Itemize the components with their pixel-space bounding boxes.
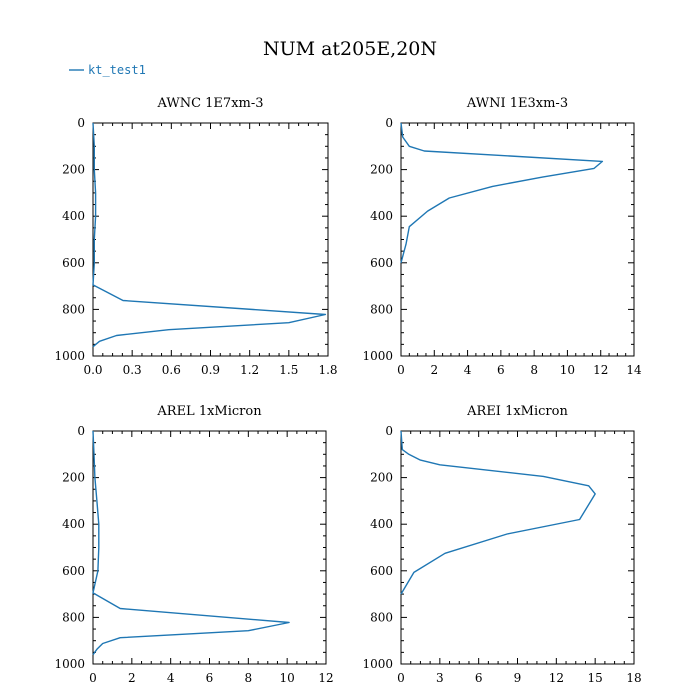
x-tick-label: 1.2	[240, 363, 260, 377]
panel-title: AWNI 1E3xm-3	[466, 96, 569, 111]
x-tick-label: 14	[626, 363, 642, 377]
y-tick-label: 400	[62, 517, 85, 532]
y-tick-label: 1000	[362, 349, 393, 363]
y-tick-label: 0	[385, 116, 393, 130]
y-tick-label: 200	[370, 470, 393, 485]
x-tick-label: 3	[436, 671, 444, 685]
y-tick-label: 200	[370, 162, 393, 177]
y-tick-label: 0	[77, 116, 85, 130]
x-tick-label: 0.3	[122, 363, 142, 377]
y-tick-label: 1000	[54, 657, 85, 671]
y-tick-label: 800	[370, 302, 393, 317]
x-tick-label: 8	[244, 671, 253, 685]
y-tick-label: 400	[62, 209, 85, 224]
panel-title: AWNC 1E7xm-3	[157, 96, 264, 111]
x-tick-label: 10	[279, 671, 295, 685]
y-tick-label: 800	[62, 610, 85, 625]
y-tick-label: 600	[370, 563, 393, 578]
x-tick-label: 2	[430, 363, 439, 377]
x-tick-label: 10	[559, 363, 576, 377]
x-tick-label: 12	[318, 671, 334, 685]
y-tick-label: 200	[62, 162, 85, 177]
x-tick-label: 2	[128, 671, 136, 685]
x-tick-label: 4	[166, 671, 175, 685]
x-tick-label: 0	[397, 363, 405, 377]
y-tick-label: 600	[370, 255, 393, 270]
y-tick-label: 0	[77, 424, 85, 438]
y-tick-label: 0	[385, 424, 393, 438]
panel-title: AREI 1xMicron	[467, 404, 568, 419]
y-tick-label: 400	[370, 209, 393, 224]
x-tick-label: 15	[587, 671, 603, 685]
y-tick-label: 800	[370, 610, 393, 625]
figure-title: NUM at205E,20N	[262, 38, 438, 60]
x-tick-label: 1.5	[279, 363, 299, 377]
x-tick-label: 4	[463, 363, 472, 377]
x-tick-label: 9	[513, 671, 522, 685]
x-tick-label: 6	[205, 671, 214, 685]
x-tick-label: 8	[530, 363, 538, 377]
x-tick-label: 0	[89, 671, 97, 685]
x-tick-label: 12	[548, 671, 564, 685]
y-tick-label: 1000	[54, 349, 85, 363]
x-tick-label: 0.9	[200, 363, 221, 377]
x-tick-label: 0.0	[83, 363, 103, 377]
x-tick-label: 6	[474, 671, 483, 685]
legend-label: kt_test1	[88, 63, 146, 77]
x-tick-label: 12	[593, 363, 609, 377]
y-tick-label: 800	[62, 302, 85, 317]
y-tick-label: 600	[62, 563, 85, 578]
x-tick-label: 0.6	[161, 363, 181, 377]
y-tick-label: 600	[62, 255, 85, 270]
y-tick-label: 400	[370, 517, 393, 532]
y-tick-label: 200	[62, 470, 85, 485]
y-tick-label: 1000	[362, 657, 393, 671]
x-tick-label: 0	[397, 671, 405, 685]
x-tick-label: 18	[626, 671, 642, 685]
x-tick-label: 1.8	[318, 363, 338, 377]
panel-title: AREL 1xMicron	[157, 404, 262, 419]
x-tick-label: 6	[497, 363, 505, 377]
